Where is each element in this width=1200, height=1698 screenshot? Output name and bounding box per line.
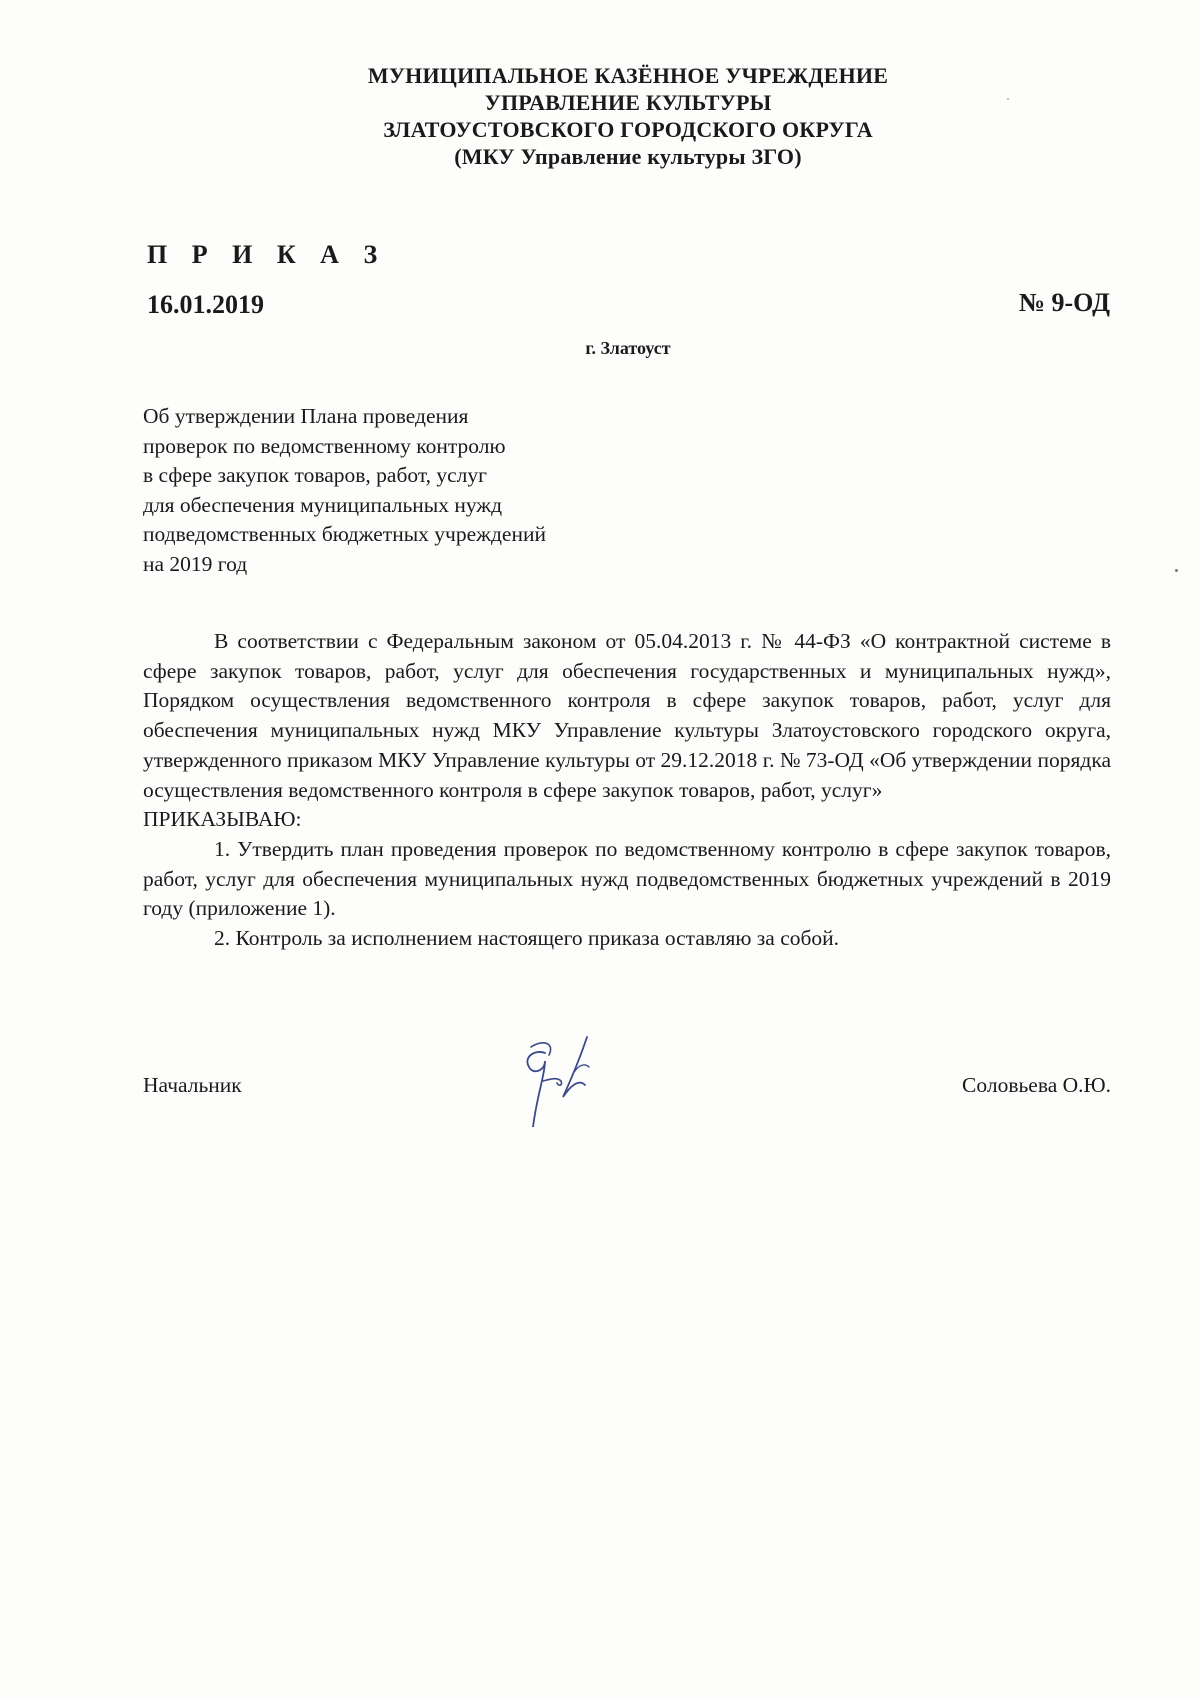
header-line-2: УПРАВЛЕНИЕ КУЛЬТУРЫ: [484, 90, 772, 115]
subject-line: в сфере закупок товаров, работ, услуг: [143, 463, 487, 487]
document-type-title: П Р И К А З: [147, 240, 387, 269]
subject-line: для обеспечения муниципальных нужд: [143, 492, 503, 517]
paper-speck: [1175, 569, 1178, 572]
order-number: № 9-ОД: [1018, 288, 1110, 317]
subject-line: на 2019 год: [143, 551, 248, 576]
handwritten-signature: [515, 1035, 615, 1127]
order-item-1: 1. Утвердить план проведения проверок по ведомственному контролю в сфере закупок товаров, работ, услуг для обеспечения муниципальных нужд подведомственных бюджетных учреждений в 2019 году (приложение 1).: [143, 836, 1111, 921]
order-date: 16.01.2019: [147, 290, 264, 319]
signer-name: Соловьева О.Ю.: [962, 1073, 1111, 1097]
header-line-1: МУНИЦИПАЛЬНОЕ КАЗЁННОЕ УЧРЕЖДЕНИЕ: [367, 63, 889, 88]
order-body: [143, 627, 1111, 954]
header-line-4: (МКУ Управление культуры ЗГО): [454, 144, 802, 169]
subject-line: подведомственных бюджетных учреждений: [143, 522, 546, 546]
organization-header: [0, 62, 1200, 170]
subject-line: проверок по ведомственному контролю: [143, 433, 506, 458]
order-city: г. Златоуст: [585, 338, 671, 358]
subject-line: Об утверждении Плана проведения: [143, 404, 469, 428]
order-item-2: 2. Контроль за исполнением настоящего приказа оставляю за собой.: [214, 926, 840, 951]
order-subject: [143, 402, 546, 579]
paper-speck: [1007, 98, 1009, 100]
preamble-paragraph: В соответствии с Федеральным законом от 05.04.2013 г. № 44-ФЗ «О контрактной системе в сфере закупок товаров, работ, услуг для обеспечения государственных и муниципальных нужд», Порядком осуществления ведомственного контроля в сфере закупок товаров, работ, услуг для обеспечения муниципальных нужд МКУ Управление культуры Златоустовского городского округа, утвержденного приказом МКУ Управление культуры от 29.12.2018 г. № 73-ОД «Об утверждении порядка осуществления ведомственного контроля в сфере закупок товаров, работ, услуг»: [143, 629, 1111, 802]
order-directive-word: ПРИКАЗЫВАЮ:: [143, 807, 302, 832]
header-line-3: ЗЛАТОУСТОВСКОГО ГОРОДСКОГО ОКРУГА: [383, 117, 873, 142]
signer-title: Начальник: [143, 1073, 242, 1097]
